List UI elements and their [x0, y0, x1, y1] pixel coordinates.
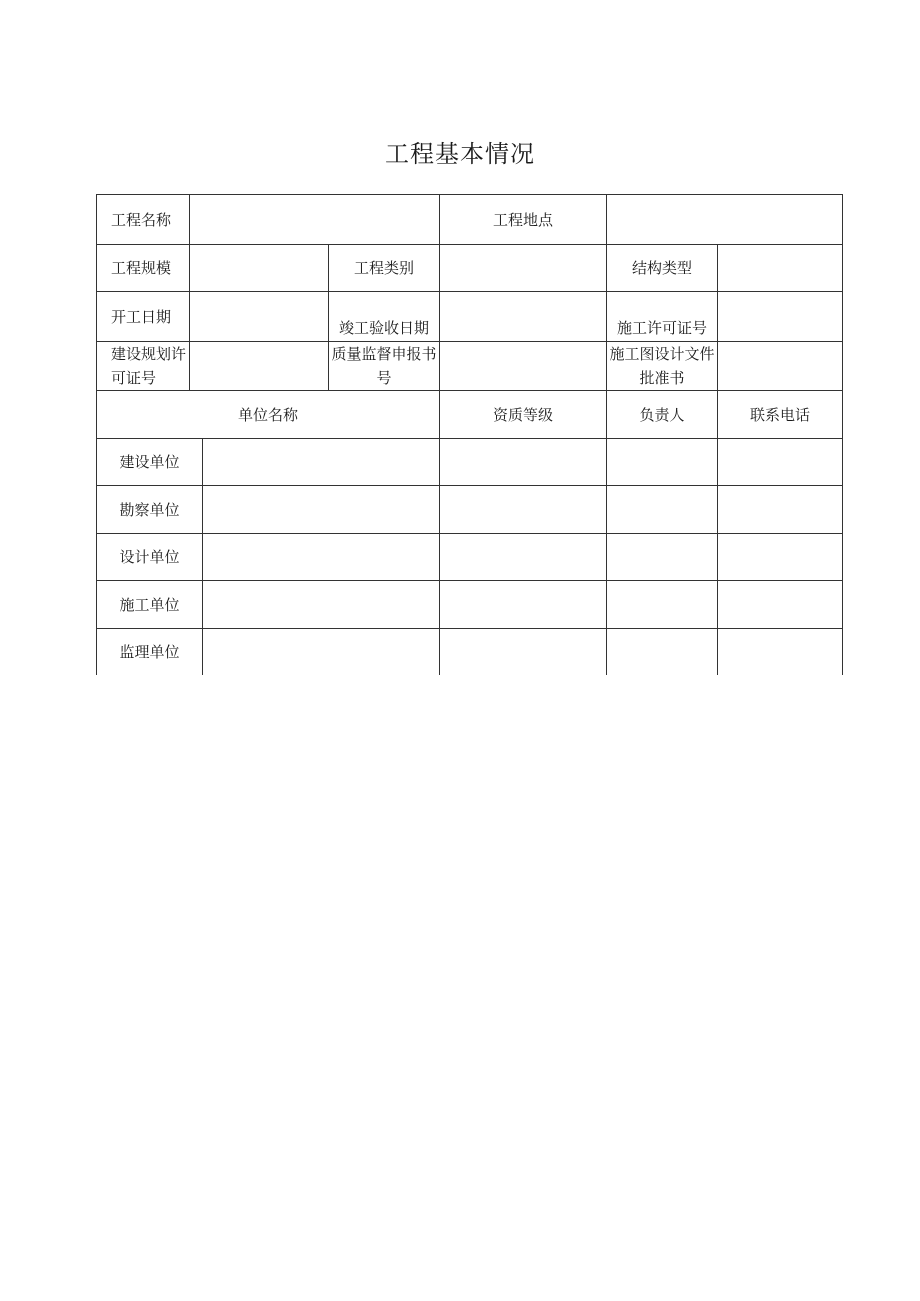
row-label-contractor-unit: 施工单位: [119, 595, 180, 614]
quality-supervision-label: 质量监督申报书号: [331, 345, 437, 387]
project-scale-field[interactable]: [190, 245, 328, 291]
supervision-unit-phone-field[interactable]: [718, 629, 842, 675]
design-unit-qualification-field[interactable]: [440, 534, 606, 580]
row-label-supervision-unit: 监理单位: [119, 643, 180, 661]
supervision-unit-name-field[interactable]: [203, 629, 439, 675]
drawing-approval-label: 施工图设计文件批准书: [609, 345, 715, 387]
design-unit-phone-field[interactable]: [718, 534, 842, 580]
header-unit-name: 单位名称: [237, 405, 298, 424]
design-unit-person-field[interactable]: [607, 534, 717, 580]
survey-unit-phone-field[interactable]: [718, 486, 842, 533]
construction-permit-field[interactable]: [718, 292, 842, 341]
quality-supervision-field[interactable]: [440, 342, 606, 390]
construction-unit-phone-field[interactable]: [718, 439, 842, 485]
survey-unit-person-field[interactable]: [607, 486, 717, 533]
contractor-unit-phone-field[interactable]: [718, 581, 842, 628]
construction-permit-label: 施工许可证号: [616, 319, 707, 337]
planning-permit-label: 建设规划许可证号: [111, 345, 187, 387]
supervision-unit-qualification-field[interactable]: [440, 629, 606, 675]
construction-unit-name-field[interactable]: [203, 439, 439, 485]
structure-type-field[interactable]: [718, 245, 842, 291]
row-label-survey-unit: 勘察单位: [119, 500, 180, 519]
contractor-unit-name-field[interactable]: [203, 581, 439, 628]
header-person-in-charge: 负责人: [639, 405, 685, 424]
page-title: 工程基本情况: [385, 140, 535, 168]
survey-unit-qualification-field[interactable]: [440, 486, 606, 533]
header-phone: 联系电话: [749, 405, 810, 424]
project-location-field[interactable]: [607, 195, 842, 244]
header-qualification: 资质等级: [492, 405, 553, 424]
row-label-construction-unit: 建设单位: [119, 453, 180, 471]
survey-unit-name-field[interactable]: [203, 486, 439, 533]
start-date-field[interactable]: [190, 292, 328, 341]
project-category-field[interactable]: [440, 245, 606, 291]
completion-date-field[interactable]: [440, 292, 606, 341]
construction-unit-qualification-field[interactable]: [440, 439, 606, 485]
structure-type-label: 结构类型: [631, 259, 692, 277]
drawing-approval-field[interactable]: [718, 342, 842, 390]
contractor-unit-person-field[interactable]: [607, 581, 717, 628]
project-location-label: 工程地点: [492, 210, 553, 229]
planning-permit-field[interactable]: [190, 342, 328, 390]
row-label-design-unit: 设计单位: [119, 548, 180, 566]
project-name-label: 工程名称: [111, 210, 172, 229]
project-category-label: 工程类别: [353, 259, 414, 277]
project-name-field[interactable]: [190, 195, 439, 244]
start-date-label: 开工日期: [111, 307, 172, 326]
construction-unit-person-field[interactable]: [607, 439, 717, 485]
contractor-unit-qualification-field[interactable]: [440, 581, 606, 628]
completion-date-label: 竣工验收日期: [338, 319, 429, 337]
design-unit-name-field[interactable]: [203, 534, 439, 580]
supervision-unit-person-field[interactable]: [607, 629, 717, 675]
project-scale-label: 工程规模: [111, 259, 172, 277]
